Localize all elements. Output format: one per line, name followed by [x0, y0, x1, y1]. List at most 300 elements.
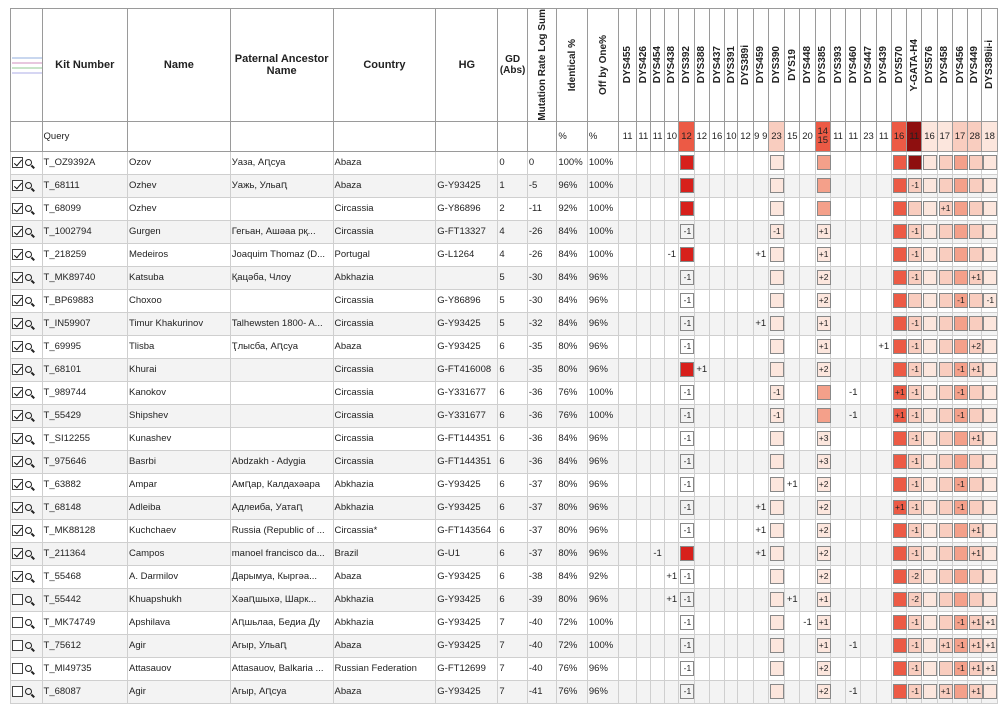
marker-cell [665, 427, 679, 450]
kit-number-cell[interactable]: T_211364 [42, 542, 127, 565]
kit-number-cell[interactable]: T_69995 [42, 335, 127, 358]
search-icon[interactable] [25, 458, 32, 465]
table-row[interactable] [11, 220, 998, 243]
row-checkbox[interactable] [12, 341, 23, 352]
marker-cell [636, 519, 650, 542]
marker-cell [815, 565, 830, 588]
marker-cell [800, 151, 815, 174]
header-marker[interactable] [907, 9, 922, 122]
header-marker[interactable] [768, 9, 784, 122]
table-row[interactable] [11, 151, 998, 174]
marker-cell [725, 427, 738, 450]
kit-number-cell[interactable]: T_IN59907 [42, 312, 127, 335]
kit-number-cell[interactable]: T_55442 [42, 588, 127, 611]
row-checkbox[interactable] [12, 203, 23, 214]
marker-cell [785, 174, 800, 197]
search-icon[interactable] [25, 159, 32, 166]
table-row[interactable] [11, 611, 998, 634]
kit-number-cell[interactable]: T_68099 [42, 197, 127, 220]
row-controls [11, 634, 43, 657]
kit-number-cell[interactable]: T_BP69883 [42, 289, 127, 312]
header-ancestor[interactable]: Paternal Ancestor Name [230, 9, 333, 122]
query-marker-value: 9 9 [753, 121, 768, 151]
row-checkbox[interactable] [12, 272, 23, 283]
header-marker[interactable] [785, 9, 800, 122]
marker-cell [636, 289, 650, 312]
header-marker[interactable] [815, 9, 830, 122]
marker-color-box [893, 201, 907, 216]
identical-cell: 84% [557, 312, 588, 335]
marker-cell [952, 611, 967, 634]
search-icon[interactable] [25, 366, 32, 373]
marker-cell [725, 335, 738, 358]
marker-cell [619, 680, 636, 703]
marker-cell [753, 358, 768, 381]
search-icon[interactable] [25, 297, 32, 304]
row-checkbox[interactable] [12, 640, 23, 651]
marker-cell [785, 519, 800, 542]
marker-cell [768, 427, 784, 450]
header-marker[interactable] [846, 9, 861, 122]
marker-color-box: +2 [817, 500, 831, 515]
search-icon[interactable] [25, 412, 32, 419]
row-checkbox[interactable] [12, 663, 23, 674]
header-mutation-rate[interactable] [527, 9, 557, 122]
search-icon[interactable] [25, 228, 32, 235]
search-icon[interactable] [25, 527, 32, 534]
marker-cell [937, 381, 952, 404]
table-row[interactable] [11, 634, 998, 657]
mutation-cell: -38 [527, 565, 557, 588]
marker-cell [937, 427, 952, 450]
marker-color-box: +1 [969, 523, 983, 538]
marker-cell [800, 680, 815, 703]
row-checkbox[interactable] [12, 617, 23, 628]
row-checkbox[interactable] [12, 410, 23, 421]
marker-cell [907, 611, 922, 634]
marker-cell [952, 220, 967, 243]
search-icon[interactable] [25, 504, 32, 511]
marker-cell [679, 496, 694, 519]
marker-cell [636, 220, 650, 243]
marker-color-box [770, 178, 784, 193]
row-checkbox[interactable] [12, 226, 23, 237]
marker-cell [619, 289, 636, 312]
row-checkbox[interactable] [12, 387, 23, 398]
search-icon[interactable] [25, 642, 32, 649]
marker-color-box [923, 615, 937, 630]
row-controls [11, 542, 43, 565]
marker-cell [619, 542, 636, 565]
marker-cell [636, 243, 650, 266]
kit-number-cell[interactable]: T_1002794 [42, 220, 127, 243]
gd-cell: 6 [498, 588, 528, 611]
kit-number-cell[interactable]: T_55468 [42, 565, 127, 588]
header-marker[interactable] [679, 9, 694, 122]
search-icon[interactable] [25, 619, 32, 626]
marker-cell: +1 [753, 542, 768, 565]
header-gd[interactable]: GD (Abs) [498, 9, 528, 122]
marker-color-box [893, 270, 907, 285]
marker-color-box [983, 454, 997, 469]
marker-color-box: -1 [680, 339, 694, 354]
marker-color-box [939, 385, 953, 400]
marker-color-box: -1 [680, 293, 694, 308]
marker-cell [725, 496, 738, 519]
query-marker-value: 11 [830, 121, 845, 151]
marker-label: DYS392 [681, 46, 693, 84]
row-checkbox[interactable] [12, 571, 23, 582]
marker-cell [968, 496, 982, 519]
marker-color-box [770, 316, 784, 331]
identical-cell: 84% [557, 220, 588, 243]
marker-cell [952, 174, 967, 197]
header-kit-number[interactable]: Kit Number [42, 9, 127, 122]
header-marker[interactable] [952, 9, 967, 122]
marker-cell [891, 381, 906, 404]
marker-cell [952, 151, 967, 174]
marker-cell [694, 680, 709, 703]
marker-color-box [983, 224, 997, 239]
marker-cell [968, 427, 982, 450]
row-checkbox[interactable] [12, 525, 23, 536]
marker-color-box [954, 546, 968, 561]
marker-cell [968, 542, 982, 565]
search-icon[interactable] [25, 481, 32, 488]
table-row[interactable] [11, 680, 998, 703]
marker-cell [785, 197, 800, 220]
search-icon[interactable] [25, 435, 32, 442]
name-cell: Ampar [128, 473, 231, 496]
table-row[interactable] [11, 197, 998, 220]
marker-cell [876, 220, 891, 243]
row-checkbox[interactable] [12, 295, 23, 306]
marker-cell [725, 289, 738, 312]
marker-cell [876, 680, 891, 703]
header-country[interactable]: Country [333, 9, 436, 122]
header-marker[interactable] [665, 9, 679, 122]
table-row[interactable] [11, 243, 998, 266]
country-cell: Abaza [333, 151, 436, 174]
marker-cell [679, 657, 694, 680]
header-hg[interactable]: HG [436, 9, 498, 122]
search-icon[interactable] [25, 320, 32, 327]
header-marker[interactable] [650, 9, 664, 122]
query-blank [230, 121, 333, 151]
marker-color-box [893, 638, 907, 653]
kit-number-cell[interactable]: T_OZ9392A [42, 151, 127, 174]
marker-color-box [954, 270, 968, 285]
search-icon[interactable] [25, 205, 32, 212]
marker-cell [650, 197, 664, 220]
header-marker[interactable] [891, 9, 906, 122]
table-row[interactable] [11, 473, 998, 496]
kit-number-cell[interactable]: T_MK89740 [42, 266, 127, 289]
marker-cell [922, 289, 937, 312]
header-marker[interactable] [694, 9, 709, 122]
row-checkbox[interactable] [12, 318, 23, 329]
marker-cell [709, 220, 724, 243]
row-controls [11, 220, 43, 243]
marker-cell [753, 335, 768, 358]
country-cell: Circassia [333, 404, 436, 427]
marker-cell [952, 335, 967, 358]
marker-color-box: -1 [908, 408, 922, 423]
ancestor-cell: Talhewsten 1800- A... [230, 312, 333, 335]
kit-number-cell[interactable]: T_68087 [42, 680, 127, 703]
header-marker[interactable] [709, 9, 724, 122]
ancestor-cell: Дарымуа, Кыргәа... [230, 565, 333, 588]
marker-label: DYS391 [725, 46, 737, 84]
country-cell: Circassia [333, 450, 436, 473]
marker-color-box: +2 [817, 661, 831, 676]
marker-cell [636, 197, 650, 220]
row-checkbox[interactable] [12, 249, 23, 260]
kit-number-cell[interactable]: T_975646 [42, 450, 127, 473]
marker-cell [694, 565, 709, 588]
results-table [10, 8, 998, 704]
marker-color-box [923, 592, 937, 607]
marker-cell [861, 542, 876, 565]
table-row[interactable] [11, 542, 998, 565]
marker-color-box: -1 [770, 408, 784, 423]
header-name[interactable]: Name [128, 9, 231, 122]
kit-number-cell[interactable]: T_989744 [42, 381, 127, 404]
marker-cell [738, 174, 753, 197]
marker-cell [968, 266, 982, 289]
table-row[interactable] [11, 450, 998, 473]
name-cell: Kanokov [128, 381, 231, 404]
search-icon[interactable] [25, 389, 32, 396]
identical-cell: 84% [557, 243, 588, 266]
marker-cell [619, 404, 636, 427]
search-icon[interactable] [25, 251, 32, 258]
marker-cell [679, 358, 694, 381]
name-cell: Choxoo [128, 289, 231, 312]
row-checkbox[interactable] [12, 180, 23, 191]
row-controls [11, 680, 43, 703]
marker-cell: -1 [846, 404, 861, 427]
kit-number-cell[interactable]: T_68101 [42, 358, 127, 381]
offbyone-cell: 96% [587, 450, 619, 473]
header-off-by-one[interactable] [587, 9, 619, 122]
marker-cell [619, 519, 636, 542]
marker-color-box: +1 [969, 362, 983, 377]
kit-number-cell[interactable]: T_SI12255 [42, 427, 127, 450]
table-row[interactable] [11, 519, 998, 542]
marker-color-box [954, 247, 968, 262]
identical-cell: 76% [557, 657, 588, 680]
table-row[interactable] [11, 358, 998, 381]
kit-number-cell[interactable]: T_55429 [42, 404, 127, 427]
marker-cell [650, 243, 664, 266]
header-marker[interactable] [876, 9, 891, 122]
header-marker[interactable] [738, 9, 753, 122]
marker-cell [665, 450, 679, 473]
marker-cell [785, 381, 800, 404]
marker-cell [725, 542, 738, 565]
header-marker[interactable] [982, 9, 998, 122]
mutation-cell: -26 [527, 220, 557, 243]
ancestor-cell: Abdzakh - Adygia [230, 450, 333, 473]
search-icon[interactable] [25, 182, 32, 189]
search-icon[interactable] [25, 274, 32, 281]
search-icon[interactable] [25, 688, 32, 695]
marker-color-box [893, 523, 907, 538]
header-marker[interactable] [922, 9, 937, 122]
marker-color-box [893, 155, 907, 170]
marker-cell [952, 450, 967, 473]
table-row[interactable] [11, 335, 998, 358]
header-marker[interactable] [937, 9, 952, 122]
marker-cell [922, 588, 937, 611]
marker-cell [952, 289, 967, 312]
row-checkbox[interactable] [12, 479, 23, 490]
marker-color-box [770, 638, 784, 653]
table-row[interactable] [11, 289, 998, 312]
marker-cell [891, 588, 906, 611]
marker-cell [753, 588, 768, 611]
header-marker[interactable] [800, 9, 815, 122]
query-marker-value: 17 [937, 121, 952, 151]
header-marker[interactable] [861, 9, 876, 122]
marker-cell [709, 657, 724, 680]
marker-label: DYS439 [878, 46, 890, 84]
search-icon[interactable] [25, 550, 32, 557]
country-cell: Circassia [333, 381, 436, 404]
marker-cell [937, 519, 952, 542]
row-checkbox[interactable] [12, 548, 23, 559]
marker-cell [937, 404, 952, 427]
marker-cell [619, 611, 636, 634]
mutation-cell: -37 [527, 496, 557, 519]
search-icon[interactable] [25, 596, 32, 603]
marker-color-box: -1 [680, 684, 694, 699]
kit-number-cell[interactable]: T_63882 [42, 473, 127, 496]
marker-cell [968, 634, 982, 657]
table-row[interactable] [11, 427, 998, 450]
table-row[interactable] [11, 381, 998, 404]
kit-number-cell[interactable]: T_75612 [42, 634, 127, 657]
header-marker[interactable] [968, 9, 982, 122]
identical-cell: 76% [557, 381, 588, 404]
marker-cell [679, 404, 694, 427]
marker-cell [785, 404, 800, 427]
marker-color-box: +1 [893, 385, 907, 400]
table-row[interactable] [11, 588, 998, 611]
kit-number-cell[interactable]: T_MK88128 [42, 519, 127, 542]
row-checkbox[interactable] [12, 502, 23, 513]
table-row[interactable] [11, 565, 998, 588]
marker-cell [861, 611, 876, 634]
marker-cell [650, 358, 664, 381]
kit-number-cell[interactable]: T_MI49735 [42, 657, 127, 680]
marker-color-box: -1 [680, 270, 694, 285]
identical-cell: 80% [557, 542, 588, 565]
row-checkbox[interactable] [12, 364, 23, 375]
marker-cell [768, 151, 784, 174]
kit-number-cell[interactable]: T_MK74749 [42, 611, 127, 634]
row-checkbox[interactable] [12, 594, 23, 605]
table-row[interactable] [11, 266, 998, 289]
row-checkbox[interactable] [12, 157, 23, 168]
search-icon[interactable] [25, 573, 32, 580]
marker-color-box [939, 592, 953, 607]
marker-cell [694, 404, 709, 427]
query-marker-value: 23 [861, 121, 876, 151]
marker-color-box: +2 [817, 270, 831, 285]
table-row[interactable] [11, 496, 998, 519]
table-row[interactable] [11, 657, 998, 680]
header-marker[interactable] [619, 9, 636, 122]
search-icon[interactable] [25, 665, 32, 672]
marker-cell [768, 312, 784, 335]
table-row[interactable] [11, 312, 998, 335]
marker-cell [846, 197, 861, 220]
marker-cell [922, 381, 937, 404]
query-marker-value: 11 [876, 121, 891, 151]
identical-cell: 84% [557, 427, 588, 450]
query-row [11, 121, 998, 151]
ancestor-cell: Хәаԥшыхә, Шарк... [230, 588, 333, 611]
header-marker[interactable] [830, 9, 845, 122]
search-icon[interactable] [25, 343, 32, 350]
marker-cell [891, 473, 906, 496]
header-marker[interactable] [753, 9, 768, 122]
marker-cell [968, 312, 982, 335]
marker-cell [982, 680, 998, 703]
haplogroup-cell: G-Y93425 [436, 335, 498, 358]
kit-number-cell[interactable]: T_68148 [42, 496, 127, 519]
marker-cell [952, 312, 967, 335]
table-row[interactable] [11, 174, 998, 197]
header-marker[interactable] [636, 9, 650, 122]
header-identical[interactable] [557, 9, 588, 122]
kit-number-cell[interactable]: T_68111 [42, 174, 127, 197]
row-checkbox[interactable] [12, 686, 23, 697]
marker-cell [768, 657, 784, 680]
haplogroup-cell: G-Y93425 [436, 588, 498, 611]
table-row[interactable] [11, 404, 998, 427]
marker-cell [725, 220, 738, 243]
marker-cell [891, 289, 906, 312]
marker-cell [968, 657, 982, 680]
marker-cell [982, 611, 998, 634]
row-checkbox[interactable] [12, 433, 23, 444]
offbyone-cell: 96% [587, 519, 619, 542]
marker-color-box [954, 155, 968, 170]
marker-cell [861, 312, 876, 335]
marker-cell [922, 243, 937, 266]
marker-cell [830, 657, 845, 680]
marker-cell [619, 473, 636, 496]
marker-cell [922, 542, 937, 565]
row-checkbox[interactable] [12, 456, 23, 467]
marker-color-box [954, 592, 968, 607]
marker-color-box [817, 178, 831, 193]
marker-cell [738, 151, 753, 174]
header-marker[interactable] [725, 9, 738, 122]
marker-cell [679, 381, 694, 404]
row-controls [11, 565, 43, 588]
marker-color-box: -2 [908, 592, 922, 607]
marker-color-box: -1 [680, 408, 694, 423]
marker-cell: +1 [876, 335, 891, 358]
kit-number-cell[interactable]: T_218259 [42, 243, 127, 266]
marker-color-box [939, 454, 953, 469]
marker-cell [709, 381, 724, 404]
offbyone-cell: 96% [587, 542, 619, 565]
